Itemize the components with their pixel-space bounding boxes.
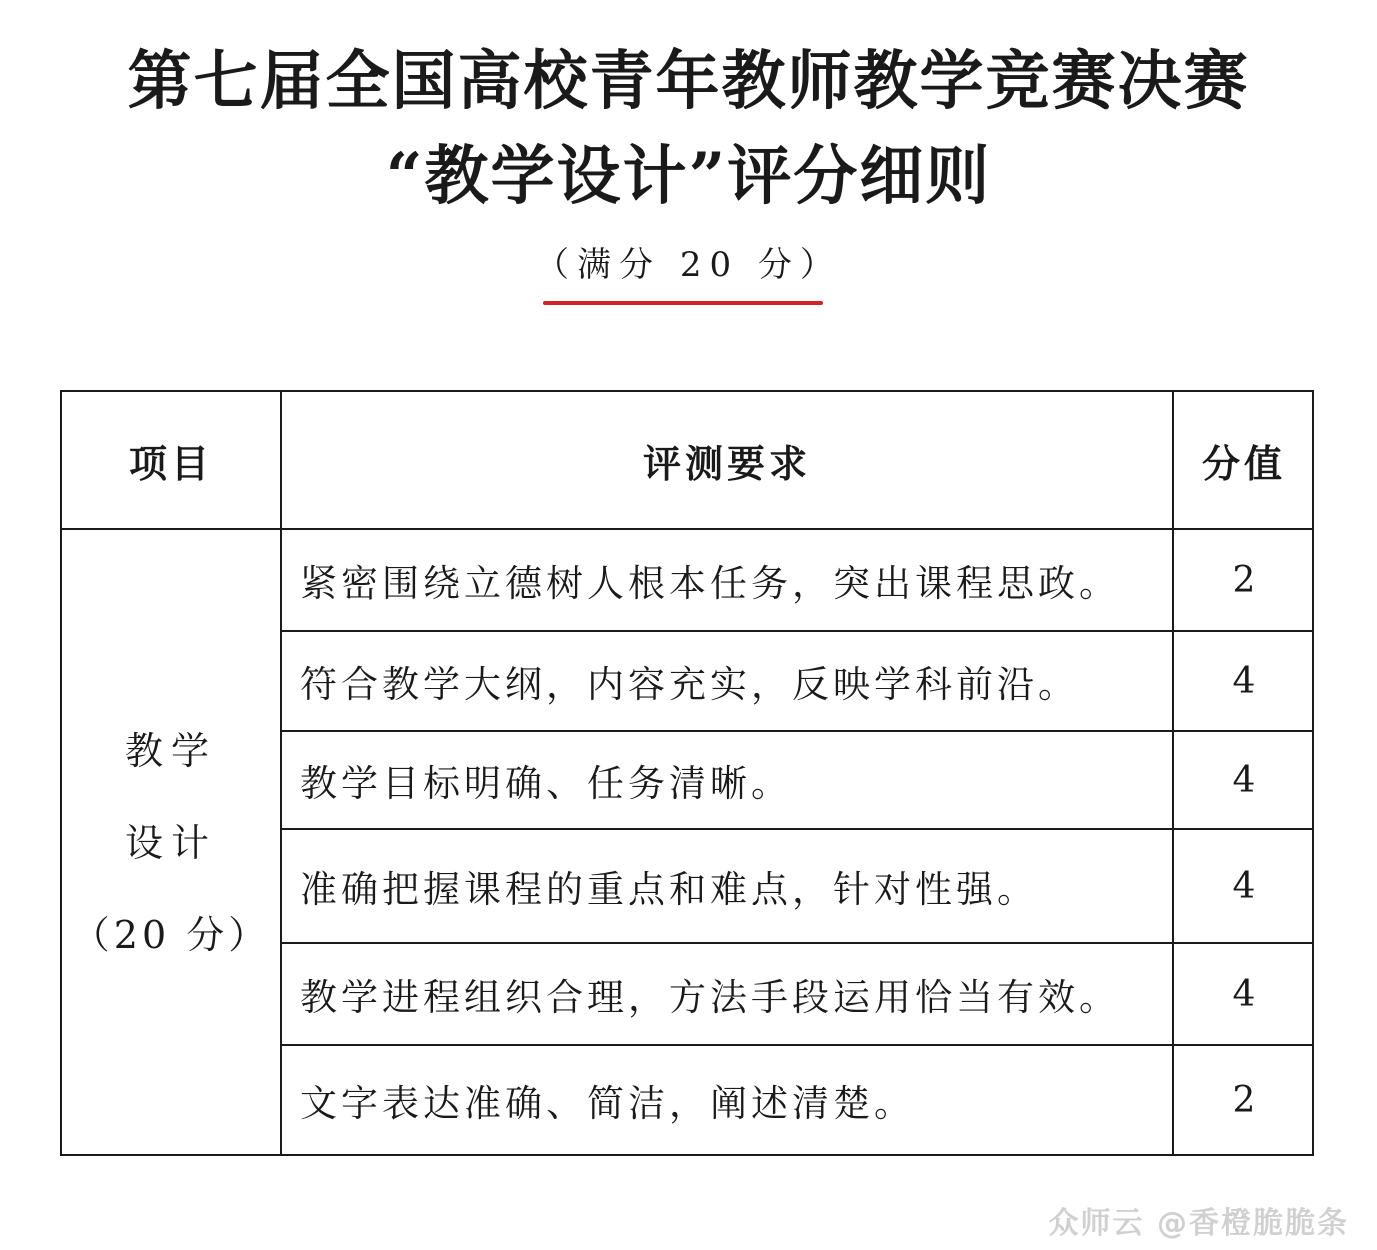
header-item: 项目 [128, 441, 213, 486]
requirement-cell: 教学目标明确、任务清晰。 [300, 762, 792, 805]
item-label-line1: 教学 [124, 729, 217, 773]
requirement-cell: 紧密围绕立德树人根本任务，突出课程思政。 [300, 562, 1120, 605]
requirement-cell: 符合教学大纲，内容充实，反映学科前沿。 [300, 663, 1079, 706]
score-cell: 4 [1232, 660, 1256, 702]
item-label-line2: 设计 [124, 821, 217, 865]
score-cell: 2 [1232, 1079, 1256, 1121]
requirement-cell: 准确把握课程的重点和难点，针对性强。 [300, 868, 1038, 911]
header-score: 分值 [1201, 441, 1286, 486]
document-title-line2: “教学设计”评分细则 [385, 139, 992, 214]
scoring-table [60, 390, 1314, 1156]
full-score-note: （满分 20 分） [535, 245, 842, 285]
score-cell: 4 [1232, 973, 1256, 1015]
requirement-cell: 教学进程组织合理，方法手段运用恰当有效。 [300, 976, 1120, 1019]
item-teaching-design [62, 530, 280, 1156]
requirement-cell: 文字表达准确、简洁，阐述清楚。 [300, 1082, 915, 1125]
item-label-line3: （20 分） [71, 913, 271, 957]
score-cell: 4 [1232, 865, 1256, 907]
score-cell: 4 [1232, 759, 1256, 801]
score-cell: 2 [1232, 559, 1256, 601]
header-requirement: 评测要求 [642, 441, 811, 486]
red-underline [543, 301, 823, 305]
watermark: 众师云 @香橙脆脆条 [1048, 1206, 1349, 1241]
document-title-line1: 第七届全国高校青年教师教学竞赛决赛 [127, 44, 1250, 119]
